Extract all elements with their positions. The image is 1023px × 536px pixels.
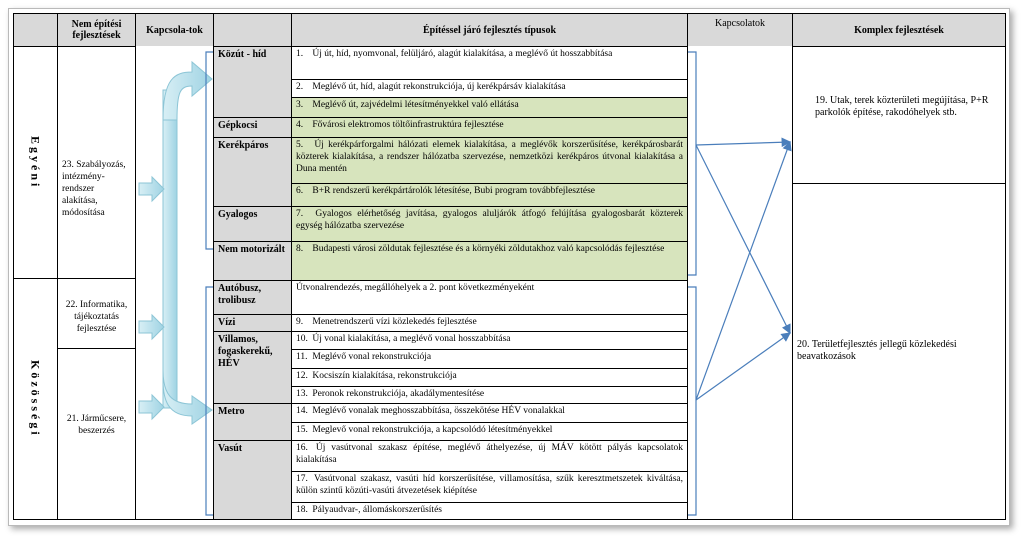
connections-arrow-column	[135, 46, 214, 520]
non-construction-item-21: 21. Járműcsere, beszerzés	[57, 348, 136, 520]
item-7: 7. Gyalogos elérhetőség javítása, gyalogos aluljárók átfogó felújítása gyalogosbarát közterek egység hálózatba szervezése	[291, 206, 688, 242]
category-gyalogos: Gyalogos	[213, 206, 292, 242]
connections-column	[687, 46, 793, 520]
non-construction-item-22: 22. Informatika, tájékoztatás fejlesztése	[57, 278, 136, 349]
category-villamos: Villamos, fogaskerekű, HÉV	[213, 331, 292, 404]
item-16: 16. Új vasútvonal szakasz építése, meglévő áthelyezése, új MÁV kötött pályás kapcsolatok kialakítása	[291, 440, 688, 472]
header-category-blank	[213, 13, 292, 47]
header-non-construction: Nem építési fejlesztések	[57, 13, 136, 47]
item-5: 5. Új kerékpárforgalmi hálózati elemek kialakítása, a meglévők korszerűsítése, kerékpárosbarát közterek kialakítása, a rendszer hálózatba szervezése, nemzetközi kerékpáros útvonal kialakítása a Duna mentén	[291, 137, 688, 184]
category-nem-motorizalt: Nem motorizált	[213, 241, 292, 281]
category-vizi: Vízi	[213, 314, 292, 332]
item-18: 18. Pályaudvar-, állomáskorszerűsítés	[291, 502, 688, 520]
header-connections-col: Kapcsola-tok	[135, 13, 214, 47]
item-1: 1. Új út, híd, nyomvonal, felüljáró, alagút kialakítása, a meglévő út hosszabbítása	[291, 46, 688, 80]
item-3: 3. Meglévő út, zajvédelmi létesítményekkel való ellátása	[291, 97, 688, 118]
header-blank	[13, 13, 58, 47]
item-4: 4. Fővárosi elektromos töltőinfrastruktúra fejlesztése	[291, 117, 688, 138]
category-kerekparos: Kerékpáros	[213, 137, 292, 207]
item-2: 2. Meglévő út, híd, alagút rekonstrukciója, új kerékpársáv kialakítása	[291, 79, 688, 98]
category-metro: Metro	[213, 403, 292, 441]
category-autobusz: Autóbusz, trolibusz	[213, 280, 292, 315]
category-gepkocsi: Gépkocsi	[213, 117, 292, 138]
item-9: 9. Menetrendszerű vízi közlekedés fejlesztése	[291, 314, 688, 332]
item-8: 8. Budapesti városi zöldutak fejlesztése és a környéki zöldutakhoz való kapcsolódás fejlesztése	[291, 241, 688, 281]
item-14: 14. Meglévő vonalak meghosszabbítása, összekötése HÉV vonalakkal	[291, 403, 688, 423]
item-10: 10. Új vonal kialakítása, a meglévő vonal hosszabbítása	[291, 331, 688, 350]
category-vasut: Vasút	[213, 440, 292, 520]
complex-item-19: 19. Utak, terek közterületi megújítása, P+R parkolók építése, rakodóhelyek stb.	[792, 46, 1006, 184]
group-community: Közösségi	[13, 278, 58, 520]
item-15: 15. Meglevő vonal rekonstrukciója, a kapcsolódó létesítményekkel	[291, 422, 688, 441]
header-complex: Komplex fejlesztések	[792, 13, 1006, 47]
header-connections: Kapcsolatok	[687, 13, 793, 47]
group-individual: Egyéni	[13, 46, 58, 279]
item-13: 13. Peronok rekonstrukciója, akadálymentesítése	[291, 386, 688, 404]
header-construction-types: Építéssel járó fejlesztés típusok	[291, 13, 688, 47]
item-17: 17. Vasútvonal szakasz, vasúti híd korszerűsítése, villamosítása, szűk keresztmetszetek kiváltása, külön szintű közúti-vasúti átvezetések kiépítése	[291, 471, 688, 503]
item-6: 6. B+R rendszerű kerékpártárolók létesítése, Bubi program továbbfejlesztése	[291, 183, 688, 207]
non-construction-item-23: 23. Szabályozás, intézmény-rendszer alakítása, módosítása	[57, 46, 136, 279]
item-12: 12. Kocsiszín kialakítása, rekonstrukciója	[291, 368, 688, 387]
item-autobusz: Útvonalrendezés, megállóhelyek a 2. pont következményeként	[291, 280, 688, 315]
complex-item-20: 20. Területfejlesztés jellegű közlekedési beavatkozások	[792, 183, 1006, 520]
category-kozut: Közút - híd	[213, 46, 292, 118]
item-11: 11. Meglévő vonal rekonstrukciója	[291, 349, 688, 369]
